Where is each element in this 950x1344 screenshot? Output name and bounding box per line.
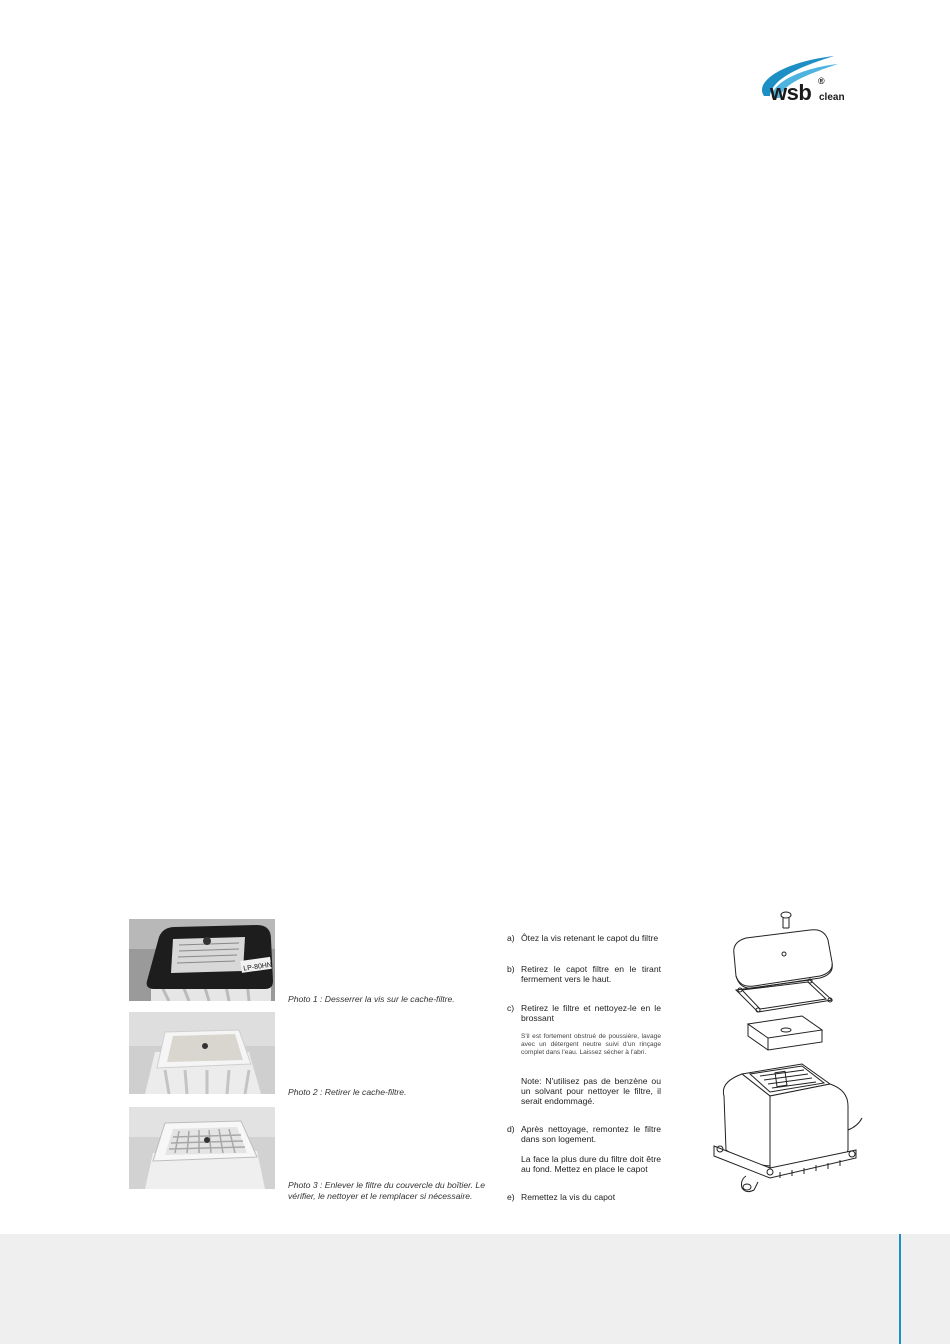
footer-accent-line [899, 1234, 901, 1344]
wsb-clean-logo [752, 52, 856, 114]
step-text: Remettez la vis du capot [521, 1192, 616, 1202]
page-footer [0, 1234, 950, 1344]
photo-1-caption: Photo 1 : Desserrer la vis sur le cache-filtre. [288, 994, 455, 1004]
exploded-diagram [706, 906, 868, 1206]
photo-2 [129, 1012, 275, 1094]
step-letter: d) [507, 1124, 515, 1134]
step-text: Retirez le capot filtre en le tirant fermement vers le haut. [521, 964, 661, 984]
step-text: Retirez le filtre et nettoyez-le en le brossant [521, 1003, 661, 1023]
photo-3 [129, 1107, 275, 1189]
step-letter: e) [507, 1192, 515, 1202]
pump-cover-photo-icon [129, 919, 275, 1001]
svg-text:LP-80HN: LP-80HN [242, 961, 273, 973]
step-detail: La face la plus dure du filtre doit être au fond. Mettez en place le capot [521, 1154, 661, 1174]
photo-1 [129, 919, 275, 1001]
photo-2-caption: Photo 2 : Retirer le cache-filtre. [288, 1087, 407, 1097]
photo-3-caption: Photo 3 : Enlever le filtre du couvercle du boîtier. Le vérifier, le nettoyer et le remplacer si nécessaire. [288, 1180, 485, 1201]
logo-text: wsb [770, 80, 812, 105]
step-letter: c) [507, 1003, 515, 1013]
step-letter: a) [507, 933, 515, 943]
logo-suffix: clean [819, 92, 845, 103]
step-text: Après nettoyage, remontez le filtre dans son logement. [521, 1124, 661, 1144]
exploded-pump-diagram-icon [706, 906, 868, 1206]
step-letter: b) [507, 964, 515, 974]
step-detail: S'il est fortement obstrué de poussière, lavage avec un détergent neutre suivi d'un rinçage complet dans l'eau. Laissez sécher à l'abri. [521, 1033, 661, 1056]
filter-cover-removed-photo-icon [129, 1012, 275, 1094]
filter-removed-photo-icon [129, 1107, 275, 1189]
step-text: Ôtez la vis retenant le capot du filtre [521, 933, 659, 943]
registered-mark: ® [818, 76, 825, 86]
step-note: Note: N'utilisez pas de benzène ou un solvant pour nettoyer le filtre, il serait endommagé. [521, 1076, 661, 1106]
